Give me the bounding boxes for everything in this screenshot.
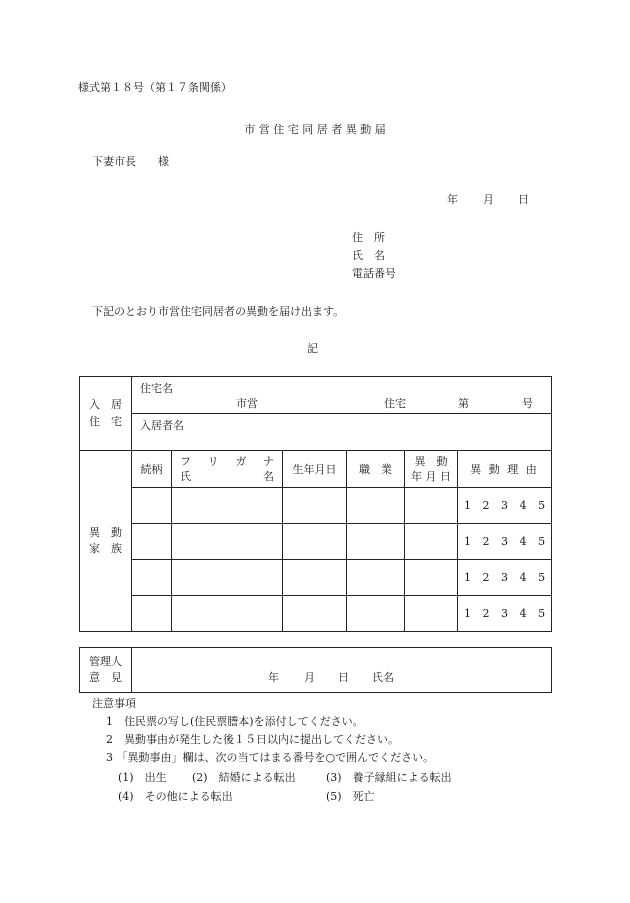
manager-day-label: 日 — [338, 671, 349, 684]
note-option: (3) 養子縁組による転出 — [326, 771, 452, 784]
name-char: 名 — [263, 470, 274, 483]
table-row — [80, 560, 552, 596]
name-char: 氏 — [180, 470, 191, 483]
manager-year-label: 年 — [268, 671, 279, 684]
applicant-address-label: 住 所 — [352, 231, 385, 244]
furigana-char: フ — [180, 454, 191, 468]
dai-label: 第 — [458, 397, 469, 410]
intro-text: 下記のとおり市営住宅同居者の異動を届け出ます。 — [92, 305, 345, 318]
reason-option[interactable]: 1 — [464, 571, 471, 584]
go-label: 号 — [522, 397, 533, 410]
relation-cell[interactable] — [132, 596, 172, 632]
table-row — [80, 596, 552, 632]
family-label-2: 家 族 — [89, 542, 122, 555]
manager-opinion-cell[interactable] — [132, 648, 552, 693]
header-furigana-name — [172, 451, 283, 488]
furigana-char: ガ — [235, 454, 247, 468]
header-change-date — [405, 451, 458, 488]
reason-options-cell[interactable] — [458, 560, 552, 596]
header-job: 職 業 — [347, 451, 405, 488]
header-relation: 続柄 — [132, 451, 172, 488]
reason-option[interactable]: 1 — [464, 499, 471, 512]
birth-cell[interactable] — [283, 488, 347, 524]
change-table — [79, 376, 552, 632]
reason-options-cell[interactable] — [458, 596, 552, 632]
family-label-cell — [80, 451, 132, 632]
date-month-label: 月 — [483, 193, 494, 206]
addressee: 下妻市長 様 — [92, 155, 169, 168]
reason-option[interactable]: 5 — [538, 535, 546, 548]
relation-cell[interactable] — [132, 524, 172, 560]
document-title: 市 営 住 宅 同 居 者 異 動 届 — [244, 123, 386, 136]
housing-name-cell[interactable] — [132, 377, 552, 414]
reason-options-cell[interactable] — [458, 488, 552, 524]
change-date-cell[interactable] — [405, 560, 458, 596]
applicant-name-label: 氏 名 — [352, 249, 385, 262]
applicant-phone-label: 電話番号 — [352, 267, 396, 280]
manager-label-1: 管理人 — [89, 654, 122, 668]
notes-heading: 注意事項 — [92, 697, 136, 710]
reason-option[interactable]: 5 — [538, 499, 546, 512]
birth-cell[interactable] — [283, 596, 347, 632]
reason-option[interactable]: 4 — [519, 535, 527, 548]
residence-label-cell — [80, 377, 132, 451]
change-date-top: 異 動 — [414, 454, 448, 468]
note-option: (1) 出生 — [118, 771, 167, 784]
birth-cell[interactable] — [283, 560, 347, 596]
name-cell[interactable] — [172, 524, 283, 560]
note-option: (2) 結婚による転出 — [192, 771, 296, 784]
manager-month-label: 月 — [304, 671, 315, 684]
reason-options-cell[interactable] — [458, 524, 552, 560]
residence-label-2: 住 宅 — [89, 414, 122, 428]
note-option: (5) 死亡 — [326, 790, 375, 803]
reason-option[interactable]: 1 — [464, 535, 471, 548]
reason-option[interactable]: 3 — [501, 499, 509, 512]
header-birth: 生年月日 — [283, 451, 347, 488]
job-cell[interactable] — [347, 488, 405, 524]
reason-option[interactable]: 2 — [482, 499, 490, 512]
birth-cell[interactable] — [283, 524, 347, 560]
city-label: 市営 — [236, 397, 258, 410]
reason-option[interactable]: 3 — [501, 607, 509, 620]
job-cell[interactable] — [347, 596, 405, 632]
date-day-label: 日 — [518, 193, 529, 206]
housing-label: 住宅 — [384, 397, 406, 410]
reason-option[interactable]: 5 — [538, 571, 546, 584]
reason-option[interactable]: 2 — [482, 607, 490, 620]
reason-option[interactable]: 4 — [519, 571, 527, 584]
manager-label-cell — [80, 648, 132, 693]
note-item: 1 住民票の写し(住民票謄本)を添付してください。 — [106, 715, 364, 728]
change-date-bottom: 年 月 日 — [411, 470, 451, 483]
furigana-char: ナ — [262, 454, 274, 468]
resident-name-cell[interactable] — [132, 414, 552, 451]
note-item: 3 「異動事由」欄は、次の当てはまる番号を○で囲んでください。 — [106, 751, 435, 764]
job-cell[interactable] — [347, 524, 405, 560]
table-row — [80, 524, 552, 560]
relation-cell[interactable] — [132, 488, 172, 524]
furigana-char: リ — [207, 454, 219, 468]
reason-option[interactable]: 2 — [482, 535, 490, 548]
manager-name-label: 氏名 — [372, 671, 394, 684]
date-year-label: 年 — [447, 193, 458, 206]
family-label-1: 異 動 — [89, 525, 122, 539]
change-date-cell[interactable] — [405, 596, 458, 632]
change-date-cell[interactable] — [405, 488, 458, 524]
manager-opinion-table — [79, 647, 552, 693]
reason-option[interactable]: 3 — [501, 535, 509, 548]
reason-option[interactable]: 5 — [538, 607, 546, 620]
name-cell[interactable] — [172, 596, 283, 632]
reason-option[interactable]: 2 — [482, 571, 490, 584]
residence-label-1: 入 居 — [89, 398, 122, 411]
reason-option[interactable]: 4 — [519, 607, 527, 620]
job-cell[interactable] — [347, 560, 405, 596]
ki-heading: 記 — [307, 342, 318, 355]
form-number: 様式第１８号（第１７条関係） — [78, 81, 232, 94]
reason-option[interactable]: 1 — [464, 607, 471, 620]
housing-name-label: 住宅名 — [140, 382, 173, 395]
reason-option[interactable]: 3 — [501, 571, 509, 584]
name-cell[interactable] — [172, 560, 283, 596]
reason-option[interactable]: 4 — [519, 499, 527, 512]
table-row — [80, 488, 552, 524]
resident-name-label: 入居者名 — [140, 419, 184, 432]
change-date-cell[interactable] — [405, 524, 458, 560]
relation-cell[interactable] — [132, 560, 172, 596]
note-item: 2 異動事由が発生した後１５日以内に提出してください。 — [106, 733, 399, 746]
note-option: (4) その他による転出 — [118, 790, 233, 803]
manager-label-2: 意 見 — [89, 671, 122, 684]
header-reason: 異 動 理 由 — [458, 451, 552, 488]
name-cell[interactable] — [172, 488, 283, 524]
